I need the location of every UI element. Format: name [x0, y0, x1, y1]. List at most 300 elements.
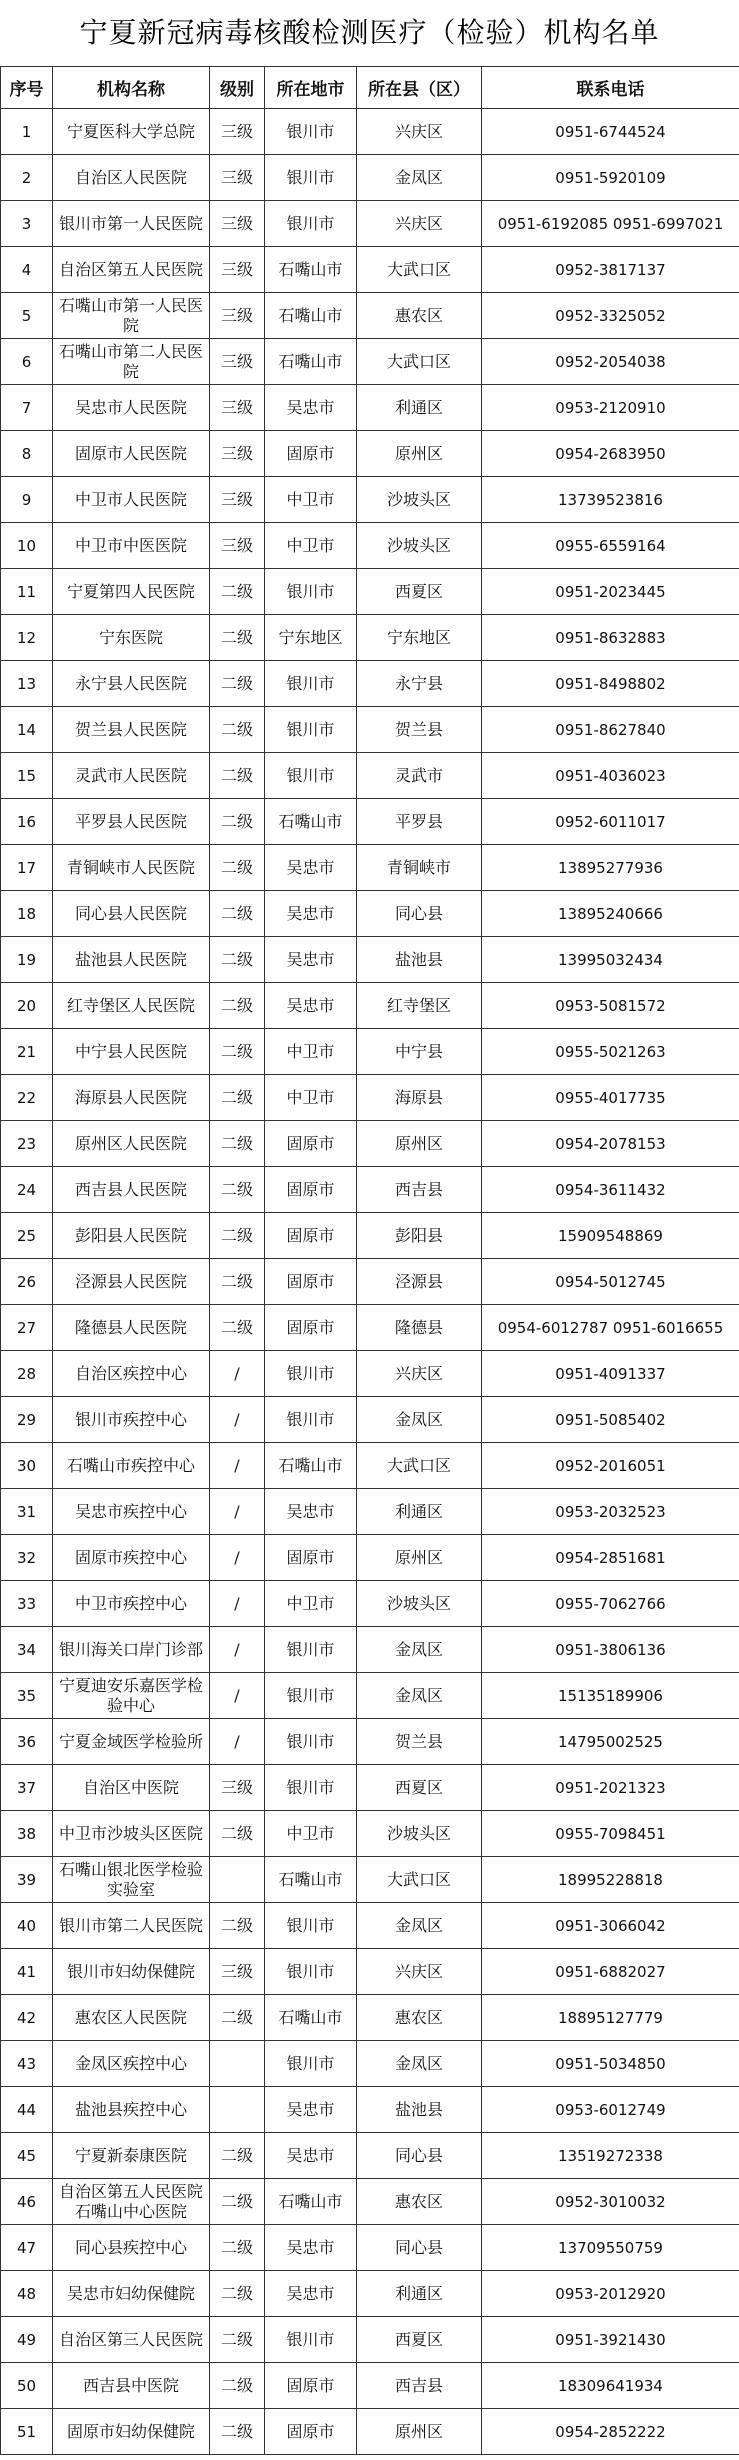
table-row [1, 201, 739, 247]
city: 吴忠市 [265, 937, 357, 983]
district: 金凤区 [357, 155, 482, 201]
level: 三级 [210, 201, 265, 247]
city: 石嘴山市 [265, 293, 357, 339]
level: 二级 [210, 1259, 265, 1305]
city: 银川市 [265, 569, 357, 615]
phone-number: 13895240666 [482, 891, 739, 937]
institution-name: 盐池县人民医院 [53, 937, 210, 983]
row-index: 47 [1, 2225, 53, 2271]
phone-number: 0954-2078153 [482, 1121, 739, 1167]
phone-number: 0953-2012920 [482, 2271, 739, 2317]
row-index: 20 [1, 983, 53, 1029]
phone-number: 15135189906 [482, 1673, 739, 1719]
level: 二级 [210, 707, 265, 753]
district: 原州区 [357, 1535, 482, 1581]
institution-name: 吴忠市疾控中心 [53, 1489, 210, 1535]
institution-name: 石嘴山市疾控中心 [53, 1443, 210, 1489]
institution-name: 自治区第五人民医院石嘴山中心医院 [53, 2179, 210, 2225]
district: 大武口区 [357, 339, 482, 385]
district: 金凤区 [357, 1627, 482, 1673]
level: 二级 [210, 1029, 265, 1075]
row-index: 31 [1, 1489, 53, 1535]
district: 金凤区 [357, 2041, 482, 2087]
table-row [1, 661, 739, 707]
city: 银川市 [265, 1719, 357, 1765]
level: 三级 [210, 1949, 265, 1995]
level: / [210, 1443, 265, 1489]
level: 二级 [210, 1213, 265, 1259]
row-index: 38 [1, 1811, 53, 1857]
institution-name: 泾源县人民医院 [53, 1259, 210, 1305]
institution-name: 中卫市中医医院 [53, 523, 210, 569]
table-row [1, 1811, 739, 1857]
city: 吴忠市 [265, 2271, 357, 2317]
institution-name: 中卫市疾控中心 [53, 1581, 210, 1627]
phone-number: 15909548869 [482, 1213, 739, 1259]
district: 沙坡头区 [357, 1811, 482, 1857]
row-index: 3 [1, 201, 53, 247]
table-row [1, 615, 739, 661]
table-row [1, 155, 739, 201]
level: 二级 [210, 569, 265, 615]
district: 贺兰县 [357, 1719, 482, 1765]
phone-number: 0952-3010032 [482, 2179, 739, 2225]
header-index: 序号 [1, 67, 53, 109]
phone-number: 0954-5012745 [482, 1259, 739, 1305]
level: 二级 [210, 2133, 265, 2179]
row-index: 6 [1, 339, 53, 385]
district: 永宁县 [357, 661, 482, 707]
institution-name: 红寺堡区人民医院 [53, 983, 210, 1029]
table-row [1, 1121, 739, 1167]
row-index: 44 [1, 2087, 53, 2133]
phone-number: 0951-4091337 [482, 1351, 739, 1397]
row-index: 26 [1, 1259, 53, 1305]
row-index: 4 [1, 247, 53, 293]
city: 银川市 [265, 661, 357, 707]
city: 石嘴山市 [265, 1857, 357, 1903]
city: 石嘴山市 [265, 339, 357, 385]
row-index: 28 [1, 1351, 53, 1397]
city: 吴忠市 [265, 385, 357, 431]
city: 固原市 [265, 2409, 357, 2455]
city: 银川市 [265, 201, 357, 247]
row-index: 9 [1, 477, 53, 523]
city: 固原市 [265, 1535, 357, 1581]
phone-number: 0951-5920109 [482, 155, 739, 201]
level: 三级 [210, 431, 265, 477]
level: / [210, 1673, 265, 1719]
city: 石嘴山市 [265, 799, 357, 845]
city: 吴忠市 [265, 845, 357, 891]
city: 中卫市 [265, 1029, 357, 1075]
table-row [1, 1167, 739, 1213]
phone-number: 0951-6744524 [482, 109, 739, 155]
phone-number: 0954-2852222 [482, 2409, 739, 2455]
institution-name: 平罗县人民医院 [53, 799, 210, 845]
phone-number: 0951-3806136 [482, 1627, 739, 1673]
city: 中卫市 [265, 1811, 357, 1857]
institution-name: 吴忠市妇幼保健院 [53, 2271, 210, 2317]
district: 西夏区 [357, 1765, 482, 1811]
phone-number: 0951-3921430 [482, 2317, 739, 2363]
institution-name: 同心县疾控中心 [53, 2225, 210, 2271]
institution-name: 宁东医院 [53, 615, 210, 661]
district: 同心县 [357, 2225, 482, 2271]
district: 金凤区 [357, 1397, 482, 1443]
table-row [1, 477, 739, 523]
city: 固原市 [265, 2363, 357, 2409]
phone-number: 0953-2032523 [482, 1489, 739, 1535]
level: / [210, 1535, 265, 1581]
row-index: 42 [1, 1995, 53, 2041]
institution-name: 惠农区人民医院 [53, 1995, 210, 2041]
institution-name: 贺兰县人民医院 [53, 707, 210, 753]
row-index: 27 [1, 1305, 53, 1351]
institution-name: 银川海关口岸门诊部 [53, 1627, 210, 1673]
city: 银川市 [265, 2041, 357, 2087]
row-index: 33 [1, 1581, 53, 1627]
table-row [1, 569, 739, 615]
institution-name: 宁夏金域医学检验所 [53, 1719, 210, 1765]
level: 二级 [210, 891, 265, 937]
phone-number: 0953-6012749 [482, 2087, 739, 2133]
table-row [1, 1949, 739, 1995]
district: 海原县 [357, 1075, 482, 1121]
city: 固原市 [265, 1259, 357, 1305]
district: 西夏区 [357, 569, 482, 615]
row-index: 17 [1, 845, 53, 891]
district: 青铜峡市 [357, 845, 482, 891]
header-phone: 联系电话 [482, 67, 739, 109]
city: 吴忠市 [265, 2225, 357, 2271]
institution-name: 宁夏第四人民医院 [53, 569, 210, 615]
district: 利通区 [357, 2271, 482, 2317]
institution-name: 原州区人民医院 [53, 1121, 210, 1167]
row-index: 29 [1, 1397, 53, 1443]
table-row [1, 1765, 739, 1811]
phone-number: 13739523816 [482, 477, 739, 523]
district: 兴庆区 [357, 201, 482, 247]
district: 沙坡头区 [357, 1581, 482, 1627]
district: 彭阳县 [357, 1213, 482, 1259]
city: 吴忠市 [265, 1489, 357, 1535]
phone-number: 0951-6192085 0951-6997021 [482, 201, 739, 247]
city: 固原市 [265, 1305, 357, 1351]
row-index: 43 [1, 2041, 53, 2087]
institution-name: 吴忠市人民医院 [53, 385, 210, 431]
district: 西夏区 [357, 2317, 482, 2363]
institution-name: 自治区中医院 [53, 1765, 210, 1811]
city: 银川市 [265, 2317, 357, 2363]
phone-number: 18995228818 [482, 1857, 739, 1903]
institution-name: 自治区人民医院 [53, 155, 210, 201]
phone-number: 0954-3611432 [482, 1167, 739, 1213]
level: / [210, 1397, 265, 1443]
phone-number: 0951-5085402 [482, 1397, 739, 1443]
level: 二级 [210, 937, 265, 983]
table-row [1, 247, 739, 293]
level: 二级 [210, 2271, 265, 2317]
table-row [1, 431, 739, 477]
institution-name: 固原市人民医院 [53, 431, 210, 477]
institution-name: 宁夏医科大学总院 [53, 109, 210, 155]
district: 大武口区 [357, 1443, 482, 1489]
phone-number: 18895127779 [482, 1995, 739, 2041]
table-row [1, 2363, 739, 2409]
phone-number: 0952-2054038 [482, 339, 739, 385]
table-row [1, 1489, 739, 1535]
institution-name: 中卫市沙坡头区医院 [53, 1811, 210, 1857]
city: 吴忠市 [265, 891, 357, 937]
phone-number: 18309641934 [482, 2363, 739, 2409]
level: 二级 [210, 2225, 265, 2271]
institution-name: 海原县人民医院 [53, 1075, 210, 1121]
city: 石嘴山市 [265, 1995, 357, 2041]
district: 兴庆区 [357, 109, 482, 155]
level: 二级 [210, 661, 265, 707]
district: 沙坡头区 [357, 523, 482, 569]
table-row [1, 1857, 739, 1903]
row-index: 50 [1, 2363, 53, 2409]
level: 二级 [210, 615, 265, 661]
phone-number: 0955-7098451 [482, 1811, 739, 1857]
city: 银川市 [265, 1351, 357, 1397]
city: 石嘴山市 [265, 2179, 357, 2225]
page-title: 宁夏新冠病毒核酸检测医疗（检验）机构名单 [79, 16, 660, 49]
level: 二级 [210, 845, 265, 891]
level: 二级 [210, 1811, 265, 1857]
city: 固原市 [265, 1121, 357, 1167]
row-index: 46 [1, 2179, 53, 2225]
level: 二级 [210, 1995, 265, 2041]
table-row [1, 2041, 739, 2087]
table-row [1, 1903, 739, 1949]
phone-number: 0951-5034850 [482, 2041, 739, 2087]
level: 二级 [210, 1075, 265, 1121]
level: 二级 [210, 2179, 265, 2225]
phone-number: 0952-3325052 [482, 293, 739, 339]
level: 二级 [210, 799, 265, 845]
row-index: 32 [1, 1535, 53, 1581]
row-index: 51 [1, 2409, 53, 2455]
city: 银川市 [265, 155, 357, 201]
table-row [1, 707, 739, 753]
phone-number: 0951-8632883 [482, 615, 739, 661]
table-row [1, 1213, 739, 1259]
phone-number: 0952-2016051 [482, 1443, 739, 1489]
institution-name: 中宁县人民医院 [53, 1029, 210, 1075]
district: 兴庆区 [357, 1949, 482, 1995]
institution-name: 银川市妇幼保健院 [53, 1949, 210, 1995]
district: 红寺堡区 [357, 983, 482, 1029]
phone-number: 0955-6559164 [482, 523, 739, 569]
city: 宁东地区 [265, 615, 357, 661]
row-index: 30 [1, 1443, 53, 1489]
table-row [1, 1995, 739, 2041]
table-row [1, 523, 739, 569]
level: / [210, 1719, 265, 1765]
level: 三级 [210, 1765, 265, 1811]
table-row [1, 1581, 739, 1627]
level: 三级 [210, 339, 265, 385]
table-row [1, 2409, 739, 2455]
row-index: 25 [1, 1213, 53, 1259]
level: / [210, 1351, 265, 1397]
level: 三级 [210, 477, 265, 523]
institution-name: 宁夏迪安乐嘉医学检验中心 [53, 1673, 210, 1719]
district: 中宁县 [357, 1029, 482, 1075]
city: 吴忠市 [265, 2087, 357, 2133]
table-row [1, 2087, 739, 2133]
level [210, 1857, 265, 1903]
row-index: 21 [1, 1029, 53, 1075]
level: 二级 [210, 983, 265, 1029]
header-district: 所在县（区） [357, 67, 482, 109]
header-city: 所在地市 [265, 67, 357, 109]
district: 原州区 [357, 431, 482, 477]
level: 二级 [210, 1903, 265, 1949]
table-row [1, 2271, 739, 2317]
phone-number: 13709550759 [482, 2225, 739, 2271]
institution-name: 西吉县人民医院 [53, 1167, 210, 1213]
institution-name: 自治区第三人民医院 [53, 2317, 210, 2363]
institution-table [0, 66, 739, 2455]
level: 二级 [210, 1121, 265, 1167]
phone-number: 0951-8498802 [482, 661, 739, 707]
institution-name: 中卫市人民医院 [53, 477, 210, 523]
table-header-row [1, 67, 739, 109]
header-name: 机构名称 [53, 67, 210, 109]
level: 二级 [210, 2409, 265, 2455]
institution-name: 同心县人民医院 [53, 891, 210, 937]
table-row [1, 1627, 739, 1673]
row-index: 8 [1, 431, 53, 477]
institution-name: 西吉县中医院 [53, 2363, 210, 2409]
phone-number: 0955-7062766 [482, 1581, 739, 1627]
institution-name: 青铜峡市人民医院 [53, 845, 210, 891]
table-row [1, 1075, 739, 1121]
level: 三级 [210, 293, 265, 339]
district: 原州区 [357, 2409, 482, 2455]
level: 三级 [210, 523, 265, 569]
district: 同心县 [357, 2133, 482, 2179]
city: 吴忠市 [265, 983, 357, 1029]
table-row [1, 1535, 739, 1581]
phone-number: 0954-2683950 [482, 431, 739, 477]
level [210, 2087, 265, 2133]
level: 二级 [210, 1305, 265, 1351]
institution-name: 宁夏新泰康医院 [53, 2133, 210, 2179]
district: 金凤区 [357, 1673, 482, 1719]
row-index: 10 [1, 523, 53, 569]
table-row [1, 753, 739, 799]
table-row [1, 1397, 739, 1443]
row-index: 7 [1, 385, 53, 431]
table-row [1, 293, 739, 339]
table-row [1, 1719, 739, 1765]
level: 三级 [210, 247, 265, 293]
district: 灵武市 [357, 753, 482, 799]
institution-name: 银川市疾控中心 [53, 1397, 210, 1443]
row-index: 22 [1, 1075, 53, 1121]
city: 银川市 [265, 707, 357, 753]
institution-name: 盐池县疾控中心 [53, 2087, 210, 2133]
level: 二级 [210, 2363, 265, 2409]
row-index: 16 [1, 799, 53, 845]
table-row [1, 2179, 739, 2225]
institution-name: 固原市疾控中心 [53, 1535, 210, 1581]
row-index: 13 [1, 661, 53, 707]
city: 中卫市 [265, 477, 357, 523]
table-row [1, 937, 739, 983]
district: 大武口区 [357, 1857, 482, 1903]
level: 二级 [210, 753, 265, 799]
phone-number: 0951-6882027 [482, 1949, 739, 1995]
row-index: 11 [1, 569, 53, 615]
district: 利通区 [357, 385, 482, 431]
district: 金凤区 [357, 1903, 482, 1949]
institution-name: 石嘴山市第二人民医院 [53, 339, 210, 385]
phone-number: 0954-6012787 0951-6016655 [482, 1305, 739, 1351]
institution-name: 石嘴山银北医学检验实验室 [53, 1857, 210, 1903]
row-index: 24 [1, 1167, 53, 1213]
table-row [1, 845, 739, 891]
table-row [1, 2317, 739, 2363]
phone-number: 0951-2023445 [482, 569, 739, 615]
level: 二级 [210, 1167, 265, 1213]
row-index: 34 [1, 1627, 53, 1673]
row-index: 49 [1, 2317, 53, 2363]
table-row [1, 2133, 739, 2179]
row-index: 5 [1, 293, 53, 339]
table-row [1, 1443, 739, 1489]
level: 三级 [210, 155, 265, 201]
city: 吴忠市 [265, 2133, 357, 2179]
row-index: 41 [1, 1949, 53, 1995]
row-index: 35 [1, 1673, 53, 1719]
institution-name: 自治区第五人民医院 [53, 247, 210, 293]
row-index: 1 [1, 109, 53, 155]
district: 西吉县 [357, 2363, 482, 2409]
city: 银川市 [265, 1765, 357, 1811]
row-index: 37 [1, 1765, 53, 1811]
row-index: 23 [1, 1121, 53, 1167]
phone-number: 14795002525 [482, 1719, 739, 1765]
institution-name: 银川市第一人民医院 [53, 201, 210, 247]
phone-number: 13519272338 [482, 2133, 739, 2179]
phone-number: 0954-2851681 [482, 1535, 739, 1581]
row-index: 40 [1, 1903, 53, 1949]
phone-number: 0953-2120910 [482, 385, 739, 431]
district: 同心县 [357, 891, 482, 937]
table-row [1, 109, 739, 155]
district: 惠农区 [357, 1995, 482, 2041]
level: / [210, 1489, 265, 1535]
phone-number: 0951-3066042 [482, 1903, 739, 1949]
row-index: 48 [1, 2271, 53, 2317]
city: 固原市 [265, 1213, 357, 1259]
phone-number: 13895277936 [482, 845, 739, 891]
row-index: 14 [1, 707, 53, 753]
district: 沙坡头区 [357, 477, 482, 523]
phone-number: 0951-2021323 [482, 1765, 739, 1811]
row-index: 19 [1, 937, 53, 983]
institution-name: 银川市第二人民医院 [53, 1903, 210, 1949]
table-row [1, 339, 739, 385]
table-row [1, 799, 739, 845]
phone-number: 0952-6011017 [482, 799, 739, 845]
